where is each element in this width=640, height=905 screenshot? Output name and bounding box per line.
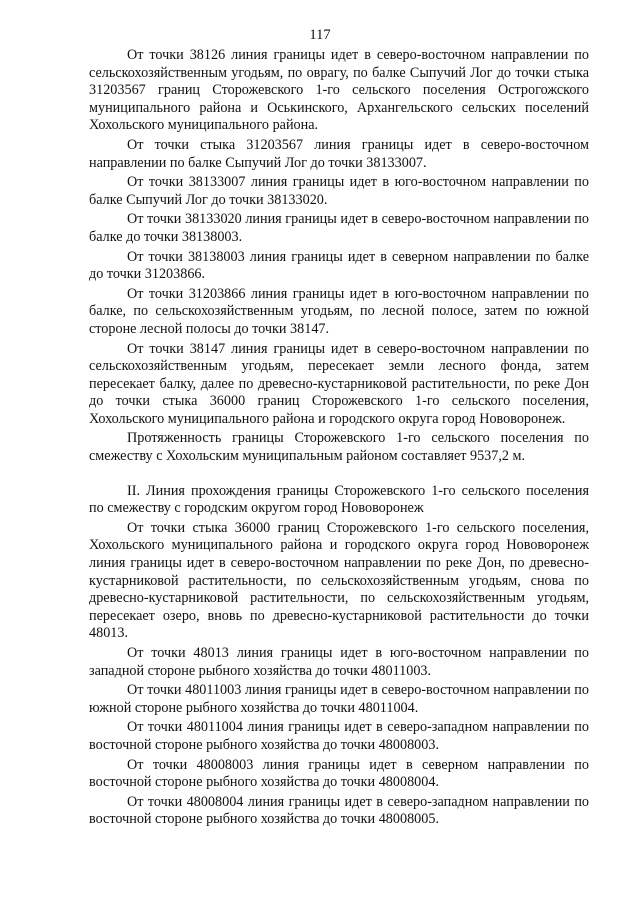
- page-number: 117: [309, 27, 331, 43]
- paragraph: От точки 48008004 линия границы идет в северо-западном направлении по восточной стороне рыбного хозяйства до точки 48008005.: [89, 793, 589, 828]
- paragraph: От точки 38147 линия границы идет в северо-восточном направлении по сельскохозяйственным угодьям, пересекает земли лесного фонда, затем пересекает балку, далее по древесно-кустарниковой растительности, по реке Дон до точки стыка 36000 границ Сторожевского 1-го сельского поселения, Хохольского муниципального района и городского округа город Нововоронеж.: [89, 340, 589, 427]
- paragraph: От точки 38126 линия границы идет в северо-восточном направлении по сельскохозяйственным угодьям, по оврагу, по балке Сыпучий Лог до точки стыка 31203567 границ Сторожевского 1-го сельского поселения Острогожского муниципального района и Оськинского, Архангельского сельских поселений Хохольского муниципального района.: [89, 47, 589, 134]
- document-body: [89, 47, 589, 829]
- section-heading: II. Линия прохождения границы Сторожевского 1-го сельского поселения по смежеству с городским округом город Нововоронеж: [89, 482, 589, 517]
- paragraph: От точки 48011004 линия границы идет в северо-западном направлении по восточной стороне рыбного хозяйства до точки 48008003.: [89, 719, 589, 753]
- paragraph: От точки 48013 линия границы идет в юго-восточном направлении по западной стороне рыбного хозяйства до точки 48011003.: [89, 645, 589, 679]
- paragraph: От точки 31203866 линия границы идет в юго-восточном направлении по балке, по сельскохозяйственным угодьям, по лесной полосе, затем по южной стороне лесной полосы до точки 38147.: [89, 285, 589, 337]
- paragraph: От точки стыка 36000 границ Сторожевского 1-го сельского поселения, Хохольского муниципального района и городского округа город Нововоронеж линия границы идет в северо-восточном направлении по реке Дон, по древесно-кустарниковой растительности, по сельскохозяйственным угодьям, снова по древесно-кустарниковой растительности, по сельскохозяйственным угодьям, пересекает озеро, вновь по древесно-кустарниковой растительности до точки 48013.: [89, 519, 589, 642]
- paragraph: От точки 38133007 линия границы идет в юго-восточном направлении по балке Сыпучий Лог до точки 38133020.: [89, 174, 589, 208]
- paragraph: От точки 38133020 линия границы идет в северо-восточном направлении по балке до точки 38138003.: [89, 211, 589, 245]
- paragraph: От точки 48011003 линия границы идет в северо-восточном направлении по южной стороне рыбного хозяйства до точки 48011004.: [89, 682, 589, 716]
- paragraph: От точки 48008003 линия границы идет в северном направлении по восточной стороне рыбного хозяйства до точки 48008004.: [89, 756, 589, 791]
- paragraph: От точки стыка 31203567 линия границы идет в северо-восточном направлении по балке Сыпучий Лог до точки 38133007.: [89, 136, 589, 171]
- length-summary: Протяженность границы Сторожевского 1-го сельского поселения по смежеству с Хохольским муниципальным районом составляет 9537,2 м.: [89, 430, 589, 465]
- paragraph: От точки 38138003 линия границы идет в северном направлении по балке до точки 31203866.: [89, 248, 589, 283]
